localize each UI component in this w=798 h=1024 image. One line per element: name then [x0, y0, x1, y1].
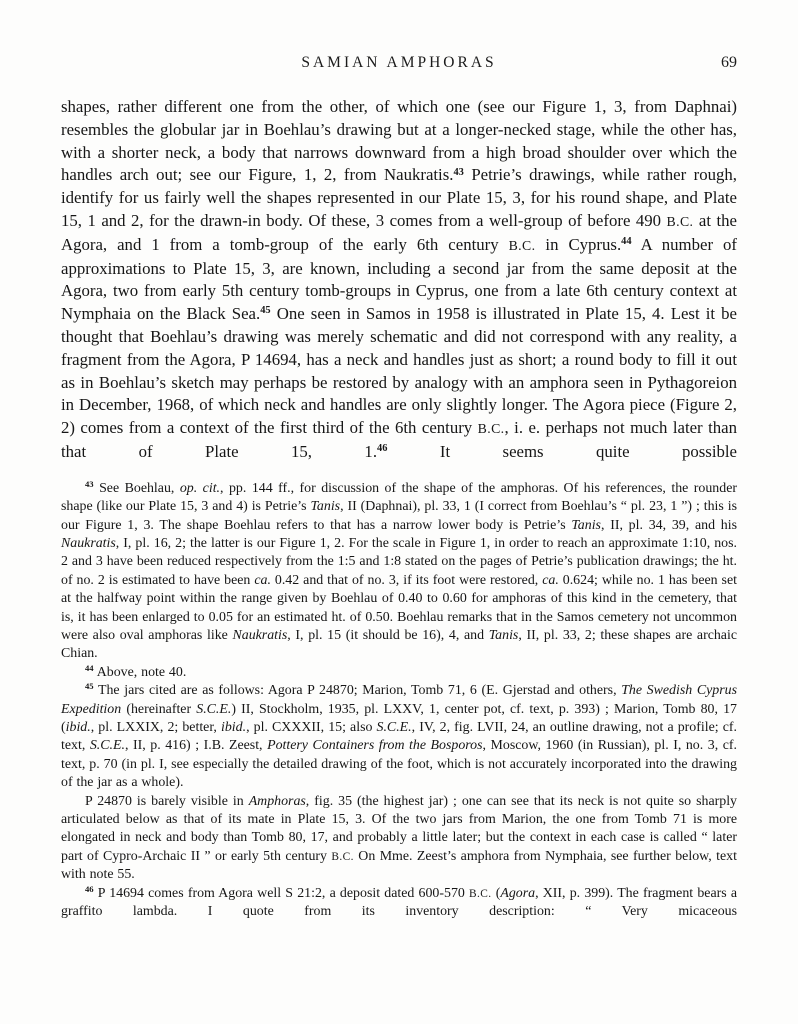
footnote-marker: 45 [260, 305, 271, 317]
footnote-marker: 43 [453, 166, 464, 178]
footnote-paragraph: $^{43}$ See Boehlau, op. cit., pp. 144 ff., for discussion of the shape of the amphoras. Of his references, the rounder shape (like our Plate 15, 3 and 4) is Petrie’s Tanis, II (Daphnai), pl. 33, 1 (I correct from Boehlau’s “ pl. 23, 1 ”) ; this is our Figure 1, 3. The shape Boehlau refers to that has a narrow lower body is Petrie’s Tanis, II, pl. 34, 39, and his Naukratis, I, pl. 16, 2; the latter is our Figure 1, 2. For the scale in Figure 1, in order to reach an approximate 1:10, nos. 2 and 3 have been reduced respectively from the 1:5 and 1:8 stated on the pages of Petrie’s publication drawings; the ht. of no. 2 is estimated to have been ca. 0.42 and that of no. 3, if its foot were restored, ca. 0.624; while no. 1 has been set at the halfway point within the range given by Boehlau of 0.40 to 0.60 for amphoras of this kind in the cemetery, that is, it has been enlarged to 0.05 for an estimated ht. of 0.50. Boehlau remarks that in the Samos cemetery not uncommon were also oval amphoras like Naukratis, I, pl. 15 (it should be 16), 4, and Tanis, II, pl. 33, 2; these shapes are archaic Chian. [61, 479, 737, 662]
smallcaps-text: B.C. [477, 421, 505, 437]
page-number: 69 [721, 54, 737, 71]
footnote-marker: 44 [85, 663, 94, 674]
italic-text: Pottery Containers from the Bosporos [267, 738, 483, 754]
italic-text: ibid. [220, 720, 247, 736]
smallcaps-text: B.C. [331, 850, 354, 863]
italic-text: Agora [500, 885, 536, 901]
italic-text: S.C.E. [89, 738, 125, 754]
footnote-paragraph: $^{46}$ P 14694 comes from Agora well S 21:2, a deposit dated 600-570 B.C. (Agora, XII, p. 399). The fragment bears a graffito lambda. I quote from its inventory description: “ Very micaceous [61, 883, 738, 920]
italic-text: op. cit. [179, 480, 221, 496]
italic-text: Tanis [310, 499, 341, 515]
footnote-paragraph: P 24870 is barely visible in Amphoras, fig. 35 (the highest jar) ; one can see that its neck is not quite so sharply articulated below as that of its mate in Plate 15, 3. Of the two jars from Marion, the one from Tomb 71 is more elongated in neck and body than Tomb 80, 17, and probably a little later; but the context in each case is called “ later part of Cypro-Archaic II ” or early 5th century B.C. On Mme. Zeest’s amphora from Nymphaia, see further below, text with note 55. [61, 793, 737, 883]
footnote-marker: 43 [85, 479, 94, 490]
page-header [61, 54, 737, 76]
italic-text: Amphoras [248, 793, 306, 809]
footnote-paragraph: $^{44}$ Above, note 40. [85, 663, 187, 680]
italic-text: The Swedish Cyprus Expedition [61, 683, 737, 717]
italic-text: ca. [542, 572, 559, 588]
italic-text: Naukratis [61, 535, 116, 551]
italic-text: ca. [254, 572, 271, 588]
smallcaps-text: B.C. [508, 237, 536, 253]
smallcaps-text: B.C. [666, 213, 694, 229]
footnote-marker: 46 [85, 883, 94, 894]
body-paragraph: shapes, rather different one from the other, of which one (see our Figure 1, 3, from Daphnai) resembles the globular jar in Boehlau’s drawing but at a longer-necked stage, while the other has, with a shorter neck, a body that narrows downward from a high broad shoulder over which the handles arch out; see our Figure, 1, 2, from Naukratis.$^{43}$ Petrie’s drawings, while rather rough, identify for us fairly well the shapes represented in our Plate 15, 3, for his round shape, and Plate 15, 1 and 2, for the drawn-in body. Of these, 3 comes from a well-group of before 490 B.C. at the Agora, and 1 from a tomb-group of the early 6th century B.C. in Cyprus.$^{44}$ A number of approximations to Plate 15, 3, are known, including a second jar from the same deposit at the Agora, two from early 5th century tomb-groups in Cyprus, one from a late 6th century context at Nymphaia on the Black Sea.$^{45}$ One seen in Samos in 1958 is illustrated in Plate 15, 4. Lest it be thought that Boehlau’s drawing was merely schematic and did not correspond with any reality, a fragment from the Agora, P 14694, has a neck and handles just as short; a round body to fill it out as in Boehlau’s sketch may perhaps be restored by analogy with an amphora seen in Pythagoreion in December, 1968, of which neck and handles are only slightly longer. The Agora piece (Figure 2, 2) comes from a context of the first third of the 6th century B.C., i. e. perhaps not much later than that of Plate 15, 1.46 It seems quite possible [61, 97, 737, 461]
italic-text: S.C.E. [376, 720, 412, 736]
footnotes [61, 480, 737, 922]
smallcaps-text: B.C. [469, 887, 492, 900]
italic-text: Tanis [571, 517, 601, 533]
footnote-marker: 46 [377, 443, 388, 455]
italic-text: Tanis [488, 628, 519, 643]
running-head-title: SAMIAN AMPHORAS [301, 54, 497, 71]
footnote-paragraph: $^{45}$ The jars cited are as follows: Agora P 24870; Marion, Tomb 71, 6 (E. Gjerstad and others, The Swedish Cyprus Expedition (hereinafter S.C.E.) II, Stockholm, 1935, pl. LXXV, 1, center pot, cf. text, p. 393) ; Marion, Tomb 80, 17 (ibid., pl. LXXIX, 2; better, ibid., pl. CXXXII, 15; also S.C.E., IV, 2, fig. LVII, 24, an outline drawing, not a profile; cf. text, S.C.E., II, p. 416) ; I.B. Zeest, Pottery Containers from the Bosporos, Moscow, 1960 (in Russian), pl. I, no. 3, cf. text, p. 70 (in pl. I, see especially the detailed drawing of the foot, which is not accurately incorporated into the drawing of the jar as a whole). [61, 681, 737, 791]
footnote-marker: 44 [621, 236, 632, 248]
footnote-marker: 45 [85, 681, 94, 692]
page-content [61, 54, 737, 922]
italic-text: Naukratis [232, 628, 288, 643]
italic-text: S.C.E. [196, 701, 232, 717]
italic-text: ibid. [65, 720, 91, 736]
